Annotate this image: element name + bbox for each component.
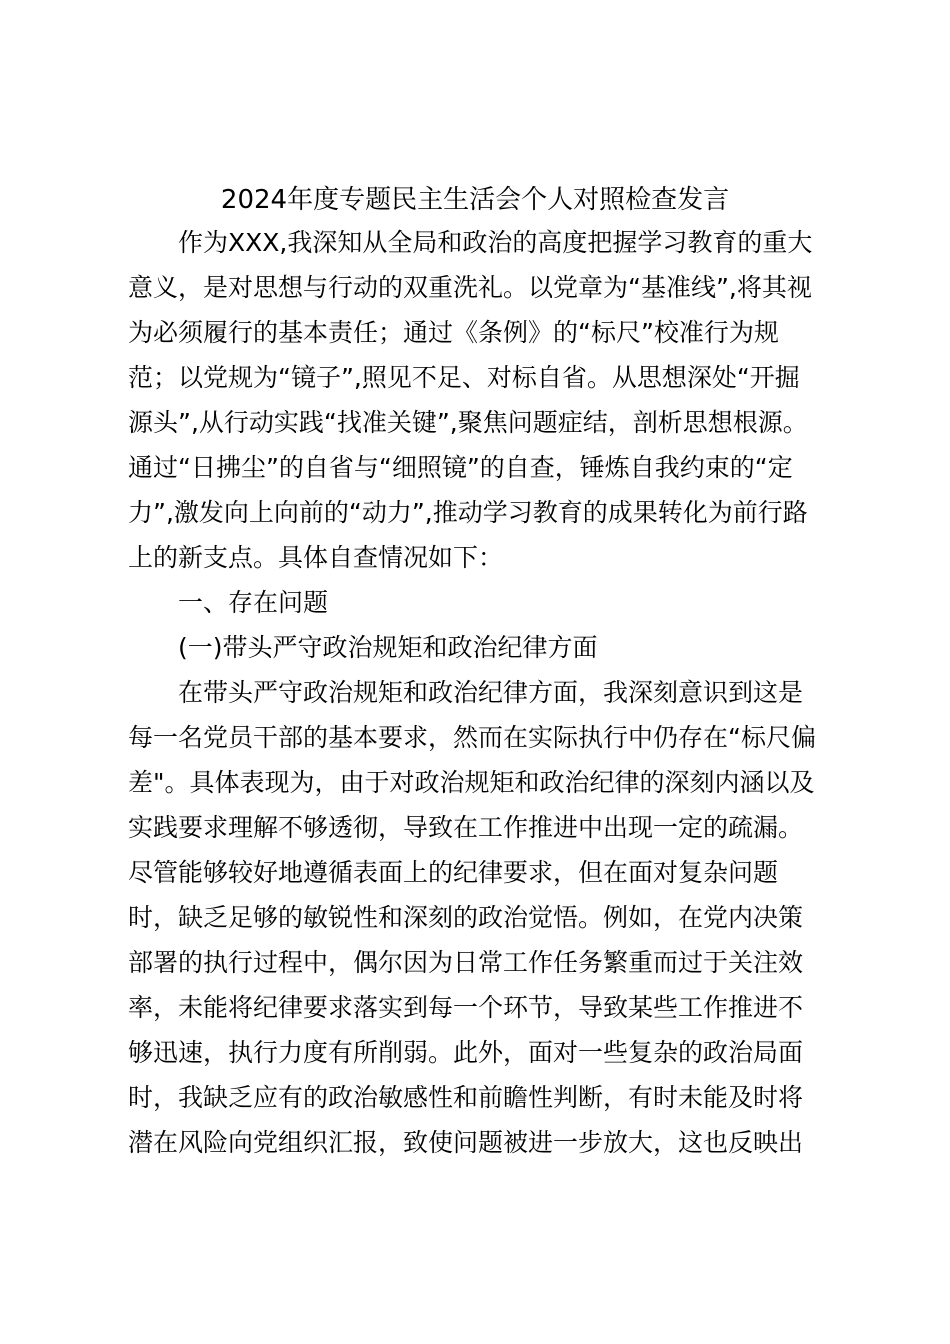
paragraph-line: 尽管能够较好地遵循表面上的纪律要求，但在面对复杂问题 — [128, 858, 779, 887]
paragraph-line: 每一名党员干部的基本要求，然而在实际执行中仍存在“标尺偏 — [128, 723, 816, 752]
paragraph-line: 源头”,从行动实践“找准关键”,聚焦问题症结，剖析思想根源。 — [128, 408, 808, 437]
paragraph-line: 差"。具体表现为，由于对政治规矩和政治纪律的深刻内涵以及 — [128, 768, 815, 797]
paragraph-line: 上的新支点。具体自查情况如下： — [128, 543, 504, 572]
paragraph-line: 范；以党规为“镜子”,照见不足、对标自省。从思想深处“开掘 — [128, 363, 800, 392]
subsection-heading: (一)带头严守政治规矩和政治纪律方面 — [178, 633, 598, 662]
paragraph-line: 意义，是对思想与行动的双重洗礼。以党章为“基准线”,将其视 — [128, 273, 812, 302]
paragraph-line: 部署的执行过程中，偶尔因为日常工作任务繁重而过于关注效 — [128, 948, 804, 977]
paragraph-line: 力”,激发向上向前的“动力”,推动学习教育的成果转化为前行路 — [128, 498, 808, 527]
paragraph-line: 率，未能将纪律要求落实到每一个环节，导致某些工作推进不 — [128, 993, 804, 1022]
paragraph-line: 通过“日拂尘”的自省与“细照镜”的自查，锤炼自我约束的“定 — [128, 453, 793, 482]
document-title: 2024年度专题民主生活会个人对照检查发言 — [220, 185, 730, 215]
paragraph-line: 时，我缺乏应有的政治敏感性和前瞻性判断，有时未能及时将 — [128, 1083, 804, 1112]
section-heading: 一、存在问题 — [178, 588, 329, 617]
paragraph-line: 潜在风险向党组织汇报，致使问题被进一步放大，这也反映出 — [128, 1128, 804, 1157]
paragraph-line: 时，缺乏足够的敏锐性和深刻的政治觉悟。例如，在党内决策 — [128, 903, 804, 932]
paragraph-line: 够迅速，执行力度有所削弱。此外，面对一些复杂的政治局面 — [128, 1038, 804, 1067]
paragraph-line: 为必须履行的基本责任；通过《条例》的“标尺”校准行为规 — [128, 318, 779, 347]
paragraph-line: 在带头严守政治规矩和政治纪律方面，我深刻意识到这是 — [178, 678, 804, 707]
paragraph-line: 实践要求理解不够透彻，导致在工作推进中出现一定的疏漏。 — [128, 813, 804, 842]
paragraph-line: 作为XXX,我深知从全局和政治的高度把握学习教育的重大 — [178, 228, 813, 257]
